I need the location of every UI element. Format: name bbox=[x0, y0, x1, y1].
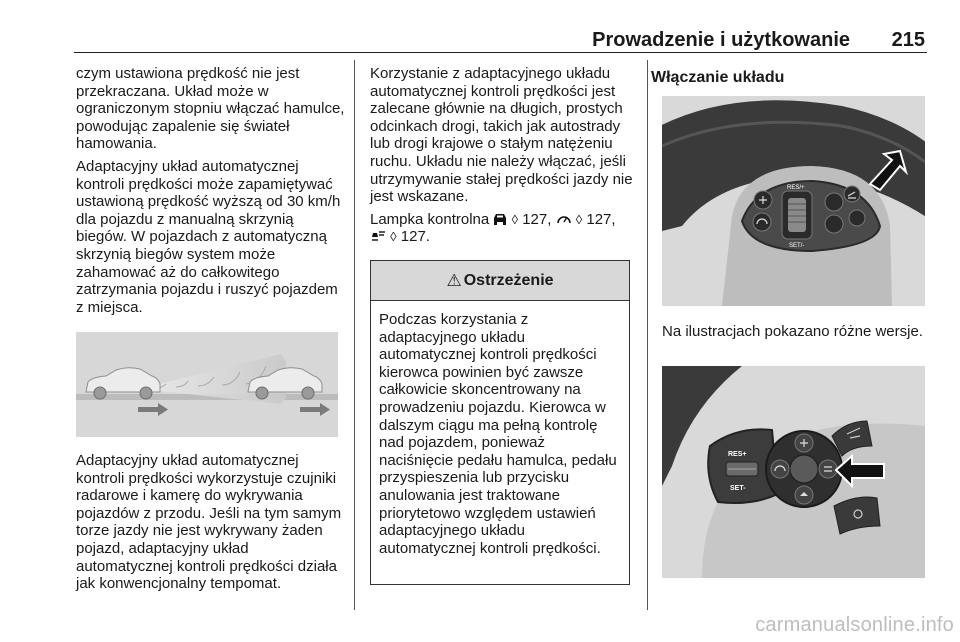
warning-title: Ostrzeżenie bbox=[463, 271, 554, 289]
page-number: 215 bbox=[891, 29, 925, 51]
cruise-speedometer-icon bbox=[556, 213, 572, 225]
warning-triangle-icon: ⚠ bbox=[446, 270, 462, 290]
paragraph: Adaptacyjny układ automatycznej kontroli prędkości może zapamiętywać ustawioną prędkość wyższą od 30 km/h dla pojazdu z manualną skrzynią biegów. W pojazdach z automatyczną skrzynią biegów system może zahamować aż do całkowitego zatrzymania pojazdu i ruszyć pojazdem z miejsca. bbox=[76, 157, 341, 316]
warning-body: Podczas korzystania z adaptacyjnego układu automatycznej kontroli prędkości kierowca powinien być zawsze całkowicie skoncentrowany na prowadzeniu pojazdu. Kierowca w dalszym ciągu ma pełną kontrolę nad pojazdem, ponieważ naciśnięcie pedału hamulca, pedału przyspieszenia lub przycisku anulowania jest traktowane priorytetowo względem ustawień adaptacyjnego układu automatycznej kontroli prędkości. bbox=[379, 311, 617, 557]
warning-box bbox=[370, 260, 630, 585]
page-ref-link[interactable]: 127, bbox=[522, 210, 552, 228]
vehicle-ahead-icon bbox=[370, 230, 386, 242]
page-ref-arrow-icon: ◊ bbox=[575, 211, 583, 227]
caption-text: Na ilustracjach pokazano różne wersje. bbox=[662, 323, 923, 340]
column-2-top bbox=[370, 65, 638, 246]
res-button-label: RES+ bbox=[728, 451, 747, 458]
header-rule bbox=[74, 52, 927, 53]
adaptive-cruise-car-icon bbox=[493, 213, 507, 225]
radar-illustration bbox=[76, 332, 338, 437]
lamp-label: Lampka kontrolna bbox=[370, 210, 490, 228]
page-ref-link[interactable]: 127, bbox=[586, 210, 616, 228]
steering-wheel-illustration-2 bbox=[662, 366, 925, 578]
running-header-title: Prowadzenie i użytkowanie bbox=[592, 29, 850, 51]
page-ref-link[interactable]: 127. bbox=[400, 228, 430, 246]
lamp-reference bbox=[370, 211, 638, 246]
paragraph: Korzystanie z adaptacyjnego układu automatycznej kontroli prędkości jest zalecane głównie na długich, prostych odcinkach drogi, takich jak autostrady lub drogi krajowe o stałym natężeniu ruchu. Układu nie należy włączać, jeśli utrzymywanie stałej prędkości jazdy nie jest wskazane. bbox=[370, 65, 633, 206]
page-ref-arrow-icon: ◊ bbox=[511, 211, 519, 227]
column-divider-2 bbox=[647, 60, 648, 610]
column-1-top bbox=[76, 65, 348, 316]
paragraph: czym ustawiona prędkość nie jest przekraczana. Układ może w ograniczonym stopniu włączać hamulce, powodując zapalenie się świateł hamowania. bbox=[76, 65, 345, 153]
steering-wheel-illustration-1 bbox=[662, 96, 925, 306]
warning-header bbox=[371, 261, 629, 301]
section-heading: Włączanie układu bbox=[651, 69, 785, 86]
figure-caption bbox=[662, 323, 924, 341]
res-button-label: RES/+ bbox=[787, 185, 805, 191]
column-divider-1 bbox=[354, 60, 355, 610]
column-1-bottom bbox=[76, 452, 348, 593]
set-button-label: SET- bbox=[730, 485, 746, 492]
page-ref-arrow-icon: ◊ bbox=[390, 229, 397, 245]
watermark: carmanualsonline.info bbox=[755, 614, 954, 636]
set-button-label: SET/- bbox=[789, 243, 805, 249]
paragraph: Adaptacyjny układ automatycznej kontroli prędkości wykorzystuje czujniki radarowe i kamerę do wykrywania pojazdów z przodu. Jeśli na tym samym torze jazdy nie jest wykrywany żaden pojazd, adaptacyjny układ automatycznej kontroli prędkości działa jak konwencjonalny tempomat. bbox=[76, 452, 342, 593]
